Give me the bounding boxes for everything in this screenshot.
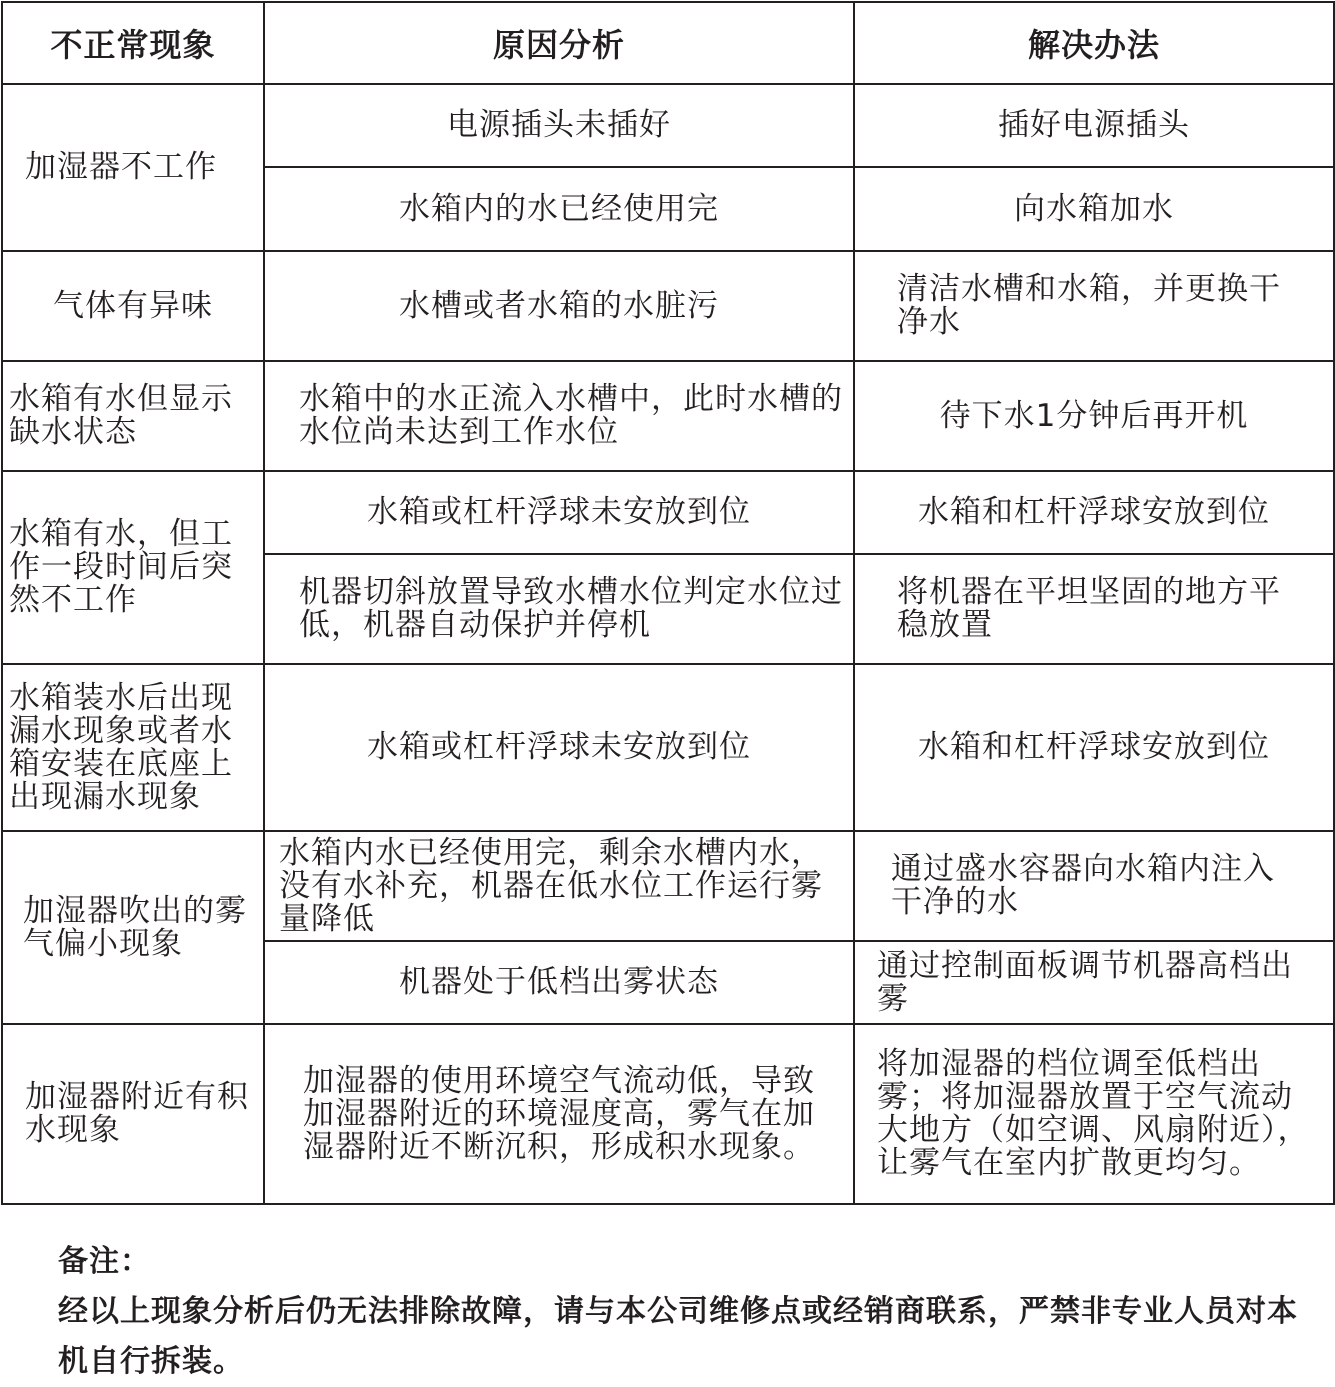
phenomenon-cell: 水箱装水后出现漏水现象或者水箱安装在底座上出现漏水现象 (2, 664, 264, 831)
table-row (2, 471, 1334, 554)
troubleshooting-table (1, 1, 1335, 1205)
cause-cell: 加湿器的使用环境空气流动低，导致加湿器附近的环境湿度高，雾气在加湿器附近不断沉积，形成积水现象。 (264, 1024, 854, 1204)
table-row (2, 84, 1334, 167)
header-cause: 原因分析 (264, 2, 854, 84)
solution-cell: 通过盛水容器向水箱内注入干净的水 (854, 831, 1334, 941)
table-row (2, 1024, 1334, 1204)
phenomenon-cell: 水箱有水但显示缺水状态 (2, 361, 264, 471)
notes-text: 经以上现象分析后仍无法排除故障，请与本公司维修点或经销商联系，严禁非专业人员对本机自行拆装。 (58, 1294, 1298, 1379)
table-row (2, 831, 1334, 941)
table-row (2, 251, 1334, 361)
solution-cell: 水箱和杠杆浮球安放到位 (854, 664, 1334, 831)
notes-section (58, 1237, 1308, 1387)
table-row (2, 664, 1334, 831)
cause-cell: 水箱内水已经使用完，剩余水槽内水，没有水补充，机器在低水位工作运行雾量降低 (264, 831, 854, 941)
cause-cell: 机器切斜放置导致水槽水位判定水位过低，机器自动保护并停机 (264, 554, 854, 664)
cause-cell: 电源插头未插好 (264, 84, 854, 167)
phenomenon-cell: 加湿器附近有积水现象 (2, 1024, 264, 1204)
phenomenon-cell: 加湿器吹出的雾气偏小现象 (2, 831, 264, 1024)
phenomenon-cell: 水箱有水，但工作一段时间后突然不工作 (2, 471, 264, 664)
solution-cell: 插好电源插头 (854, 84, 1334, 167)
solution-cell: 通过控制面板调节机器高档出雾 (854, 941, 1334, 1024)
solution-cell: 清洁水槽和水箱，并更换干净水 (854, 251, 1334, 361)
cause-cell: 机器处于低档出雾状态 (264, 941, 854, 1024)
header-phenomenon: 不正常现象 (2, 2, 264, 84)
cause-cell: 水箱或杠杆浮球未安放到位 (264, 471, 854, 554)
phenomenon-cell: 加湿器不工作 (2, 84, 264, 251)
table-header-row (2, 2, 1334, 84)
phenomenon-cell: 气体有异味 (2, 251, 264, 361)
solution-cell: 水箱和杠杆浮球安放到位 (854, 471, 1334, 554)
solution-cell: 将机器在平坦坚固的地方平稳放置 (854, 554, 1334, 664)
solution-cell: 将加湿器的档位调至低档出雾；将加湿器放置于空气流动大地方（如空调、风扇附近），让雾气在室内扩散更均匀。 (854, 1024, 1334, 1204)
cause-cell: 水箱或杠杆浮球未安放到位 (264, 664, 854, 831)
solution-cell: 向水箱加水 (854, 167, 1334, 251)
cause-cell: 水箱内的水已经使用完 (264, 167, 854, 251)
cause-cell: 水箱中的水正流入水槽中，此时水槽的水位尚未达到工作水位 (264, 361, 854, 471)
table-row (2, 361, 1334, 471)
header-solution: 解决办法 (854, 2, 1334, 84)
cause-cell: 水槽或者水箱的水脏污 (264, 251, 854, 361)
notes-title: 备注： (58, 1244, 151, 1279)
solution-cell: 待下水1分钟后再开机 (854, 361, 1334, 471)
